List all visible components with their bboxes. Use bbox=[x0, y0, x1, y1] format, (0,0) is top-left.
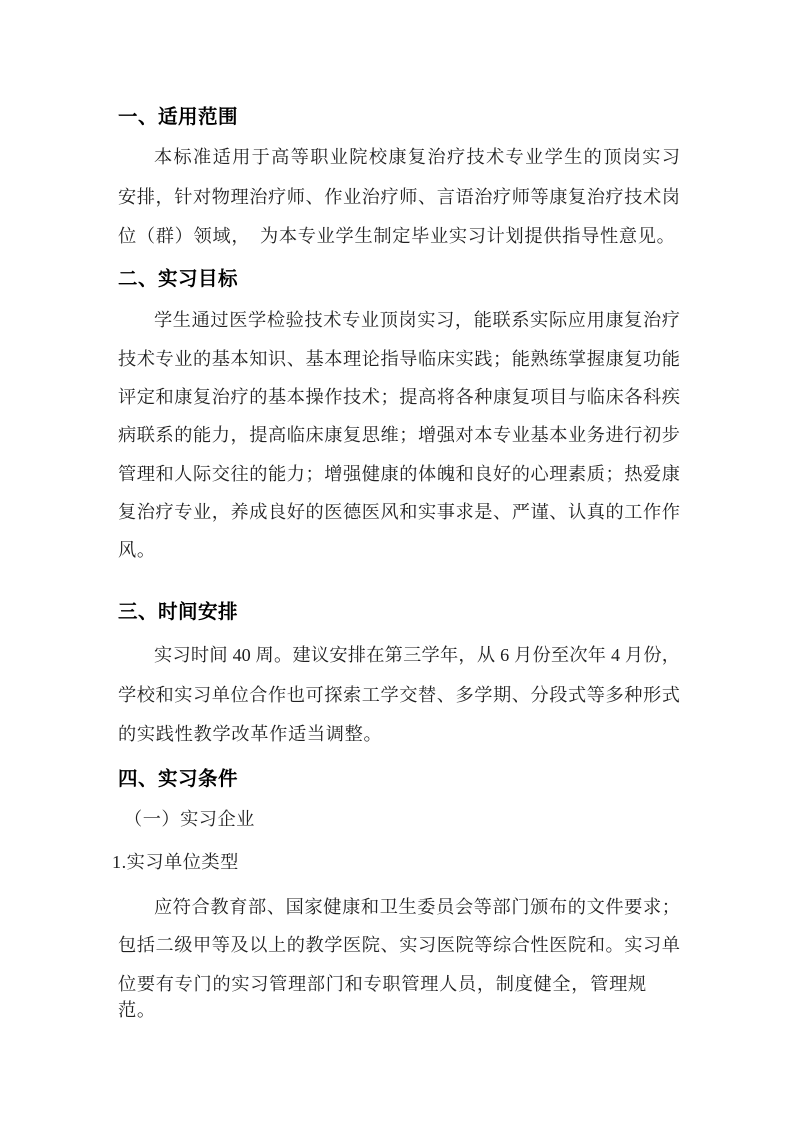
sub-heading-unit-type: 1.实习单位类型 bbox=[112, 852, 239, 872]
paragraph-line: 评定和康复治疗的基本操作技术；提高将各种康复项目与临床各科疾 bbox=[118, 387, 680, 407]
paragraph-line: 学生通过医学检验技术专业顶岗实习，能联系实际应用康复治疗 bbox=[154, 310, 680, 330]
paragraph-line: 复治疗专业，养成良好的医德医风和实事求是、严谨、认真的工作作 bbox=[118, 502, 680, 522]
paragraph-line: 位（群）领域， 为本专业学生制定毕业实习计划提供指导性意见。 bbox=[118, 226, 676, 246]
sub-heading-enterprise: （一）实习企业 bbox=[124, 809, 255, 829]
paragraph-line: 风。 bbox=[118, 540, 156, 560]
paragraph-line: 应符合教育部、国家健康和卫生委员会等部门颁布的文件要求； bbox=[154, 897, 680, 917]
paragraph-line: 的实践性教学改革作适当调整。 bbox=[118, 724, 383, 744]
paragraph-line: 本标准适用于高等职业院校康复治疗技术专业学生的顶岗实习 bbox=[154, 147, 680, 167]
section-heading-4: 四、实习条件 bbox=[118, 768, 239, 790]
section-heading-1: 一、适用范围 bbox=[118, 106, 239, 128]
paragraph-line: 学校和实习单位合作也可探索工学交替、多学期、分段式等多种形式 bbox=[118, 685, 680, 705]
paragraph-line: 病联系的能力，提高临床康复思维；增强对本专业基本业务进行初步 bbox=[118, 425, 680, 445]
paragraph-line: 包括二级甲等及以上的教学医院、实习医院等综合性医院和。实习单 bbox=[118, 935, 680, 955]
paragraph-line: 管理和人际交往的能力；增强健康的体魄和良好的心理素质；热爱康 bbox=[118, 464, 680, 484]
paragraph-line: 位要有专门的实习管理部门和专职管理人员，制度健全，管理规范。 bbox=[118, 974, 647, 1020]
paragraph-line: 实习时间 40 周。建议安排在第三学年，从 6 月份至次年 4 月份， bbox=[154, 645, 680, 665]
section-heading-3: 三、时间安排 bbox=[118, 601, 239, 623]
paragraph-line: 安排，针对物理治疗师、作业治疗师、言语治疗师等康复治疗技术岗 bbox=[118, 187, 680, 207]
section-heading-2: 二、实习目标 bbox=[118, 268, 239, 290]
paragraph-line: 技术专业的基本知识、基本理论指导临床实践；能熟练掌握康复功能 bbox=[118, 349, 680, 369]
